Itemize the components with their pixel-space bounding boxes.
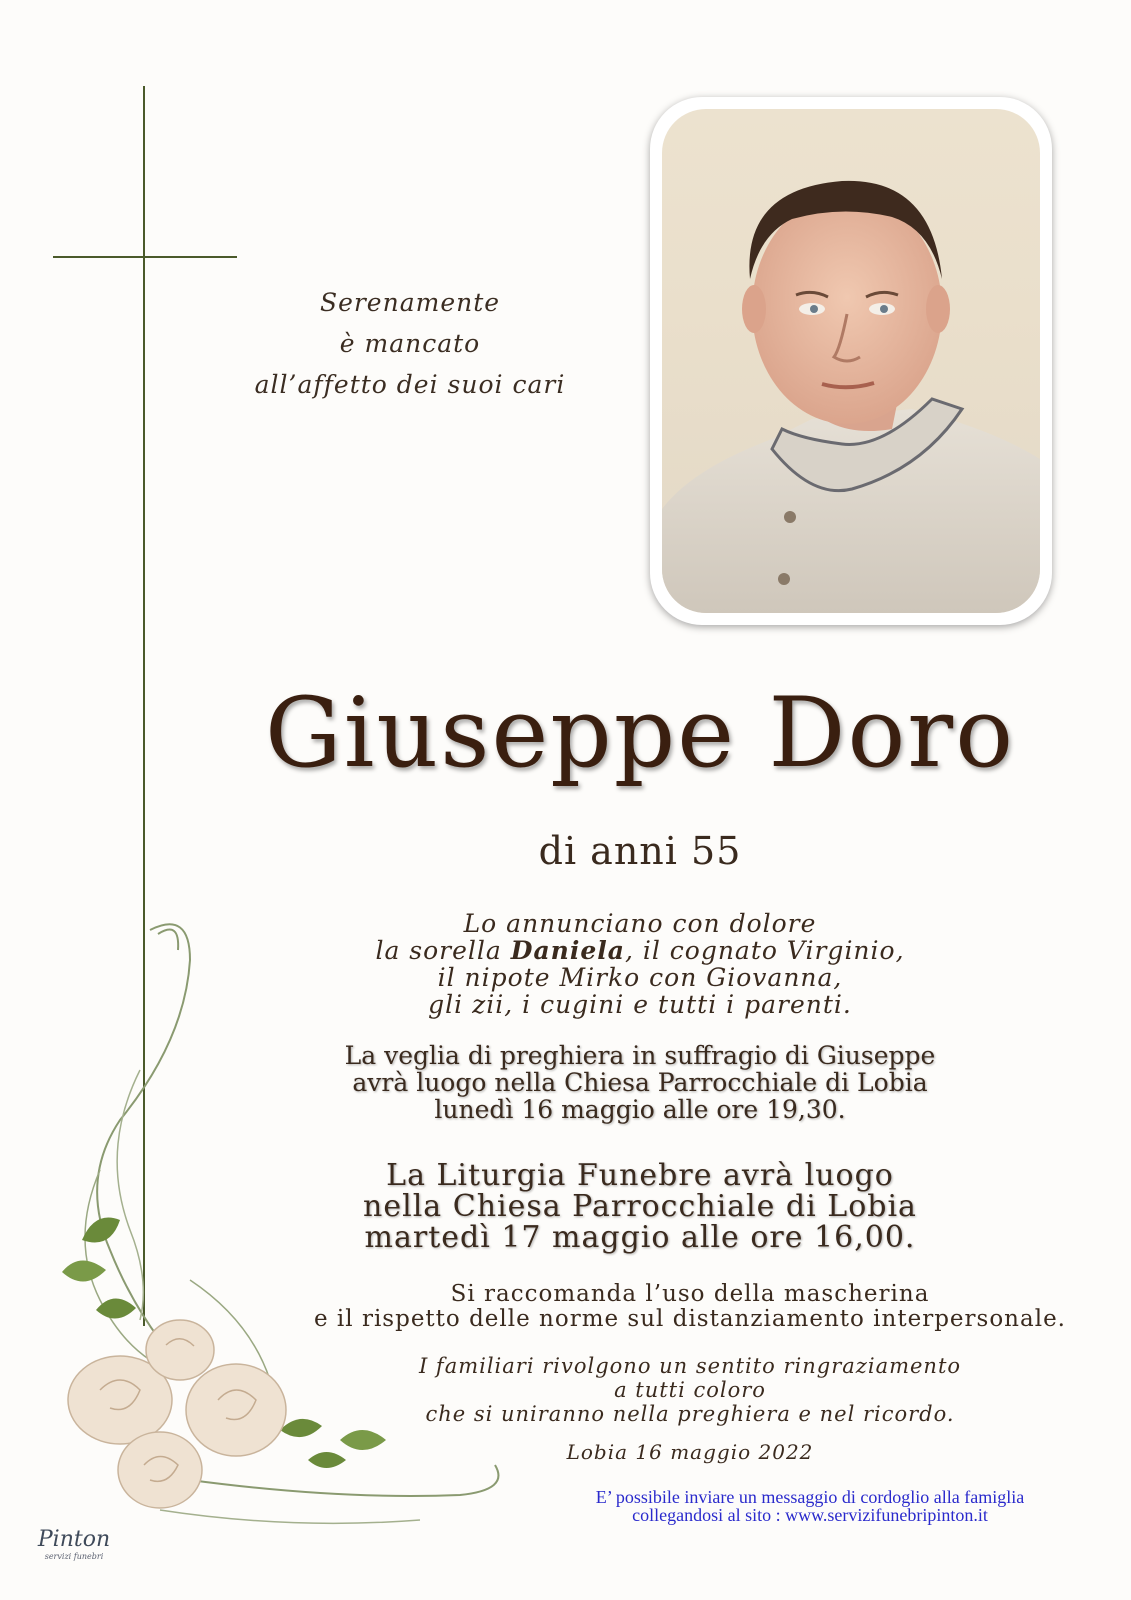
intro-line-1: Serenamente: [319, 288, 501, 317]
intro-line-3: all’affetto dei suoi cari: [254, 370, 566, 399]
announcement-line-2-prefix: la sorella: [375, 936, 511, 965]
announcement-sister-name: Daniela: [510, 936, 625, 965]
condolence-line-2[interactable]: collegandosi al sito : www.servizifunebripinton.it: [632, 1505, 988, 1525]
intro-line-2: è mancato: [339, 329, 481, 358]
intro-text: [240, 282, 580, 405]
pinton-logo: [24, 1528, 124, 1576]
thanks-line-2: a tutti coloro: [614, 1378, 766, 1402]
floral-decoration-icon: [40, 920, 520, 1560]
liturgy-line-2: nella Chiesa Parrocchiale di Lobia: [363, 1189, 917, 1224]
deceased-name: Giuseppe Doro: [265, 677, 1015, 789]
announcement-line-1: Lo annunciano con dolore: [463, 909, 817, 938]
vigil-line-1: La veglia di preghiera in suffragio di Giuseppe: [344, 1041, 936, 1070]
announcement-line-2-suffix: , il cognato Virginio,: [624, 936, 905, 965]
logo-name: Pinton: [37, 1527, 111, 1552]
liturgy-line-3: martedì 17 maggio alle ore 16,00.: [364, 1220, 916, 1255]
thanks-line-3: che si uniranno nella preghiera e nel ricordo.: [425, 1402, 955, 1426]
cross-horizontal-bar: [53, 256, 237, 258]
announcement-line-4: gli zii, i cugini e tutti i parenti.: [428, 990, 852, 1019]
vigil-line-3: lunedì 16 maggio alle ore 19,30.: [434, 1095, 846, 1124]
thanks-line-1: I familiari rivolgono un sentito ringraziamento: [418, 1354, 962, 1378]
logo-subtitle: servizi funebri: [44, 1552, 104, 1561]
vigil-line-2: avrà luogo nella Chiesa Parrocchiale di Lobia: [352, 1068, 928, 1097]
announcement-line-3: il nipote Mirko con Giovanna,: [437, 963, 843, 992]
mask-notice-line-2: e il rispetto delle norme sul distanziamento interpersonale.: [314, 1306, 1066, 1332]
liturgy-line-1: La Liturgia Funebre avrà luogo: [386, 1158, 894, 1193]
condolence-line-1: E’ possibile inviare un messaggio di cordoglio alla famiglia: [595, 1487, 1025, 1507]
mask-notice-line-1: Si raccomanda l’uso della mascherina: [450, 1281, 930, 1307]
portrait-photo: [662, 109, 1040, 613]
condolence-info: [520, 1488, 1100, 1524]
portrait-illustration: [662, 109, 1040, 613]
place-date: Lobia 16 maggio 2022: [566, 1440, 814, 1464]
deceased-age: di anni 55: [538, 829, 742, 873]
